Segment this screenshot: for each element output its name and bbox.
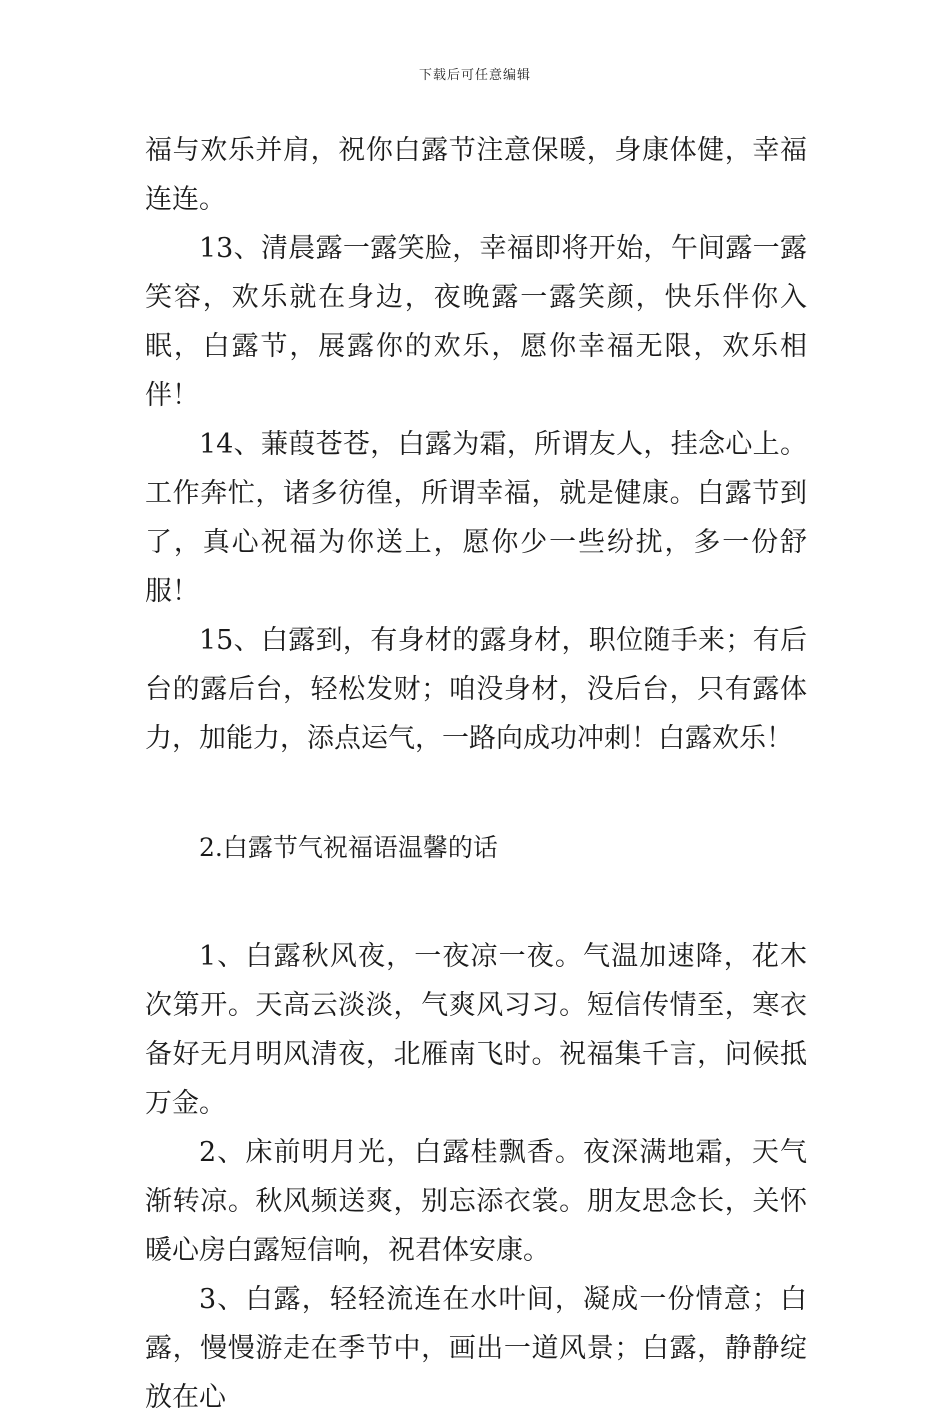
paragraph-2: 2、床前明月光，白露桂飘香。夜深满地霜，天气渐转凉。秋风频送爽，别忘添衣裳。朋友思念长，关怀暖心房白露短信响，祝君体安康。 — [145, 1137, 807, 1266]
paragraph-1: 1、白露秋风夜，一夜凉一夜。气温加速降，花木次第开。天高云淡淡，气爽风习习。短信传情至，寒衣备好无月明风清夜，北雁南飞时。祝福集千言，问候抵万金。 — [145, 941, 807, 1119]
paragraph-15: 15、白露到，有身材的露身材，职位随手来；有后台的露后台，轻松发财；咱没身材，没后台，只有露体力，加能力，添点运气，一路向成功冲刺！白露欢乐！ — [145, 625, 807, 754]
page-header: 下载后可任意编辑 — [418, 68, 531, 83]
paragraph-continuation: 福与欢乐并肩，祝你白露节注意保暖，身康体健，幸福连连。 — [145, 135, 807, 215]
section-title: 2.白露节气祝福语温馨的话 — [199, 833, 498, 862]
paragraph-3: 3、白露，轻轻流连在水叶间，凝成一份情意；白露，慢慢游走在季节中，画出一道风景；白露，静静绽放在心 — [145, 1284, 807, 1413]
spacer — [145, 763, 807, 823]
paragraph-13: 13、清晨露一露笑脸，幸福即将开始，午间露一露笑容，欢乐就在身边，夜晚露一露笑颜，快乐伴你入眠，白露节，展露你的欢乐，愿你幸福无限，欢乐相伴！ — [145, 233, 807, 411]
document-body — [145, 126, 807, 1422]
paragraph-14: 14、蒹葭苍苍，白露为霜，所谓友人，挂念心上。工作奔忙，诸多彷徨，所谓幸福，就是健康。白露节到了，真心祝福为你送上，愿你少一些纷扰，多一份舒服！ — [145, 429, 807, 607]
spacer — [145, 872, 807, 932]
